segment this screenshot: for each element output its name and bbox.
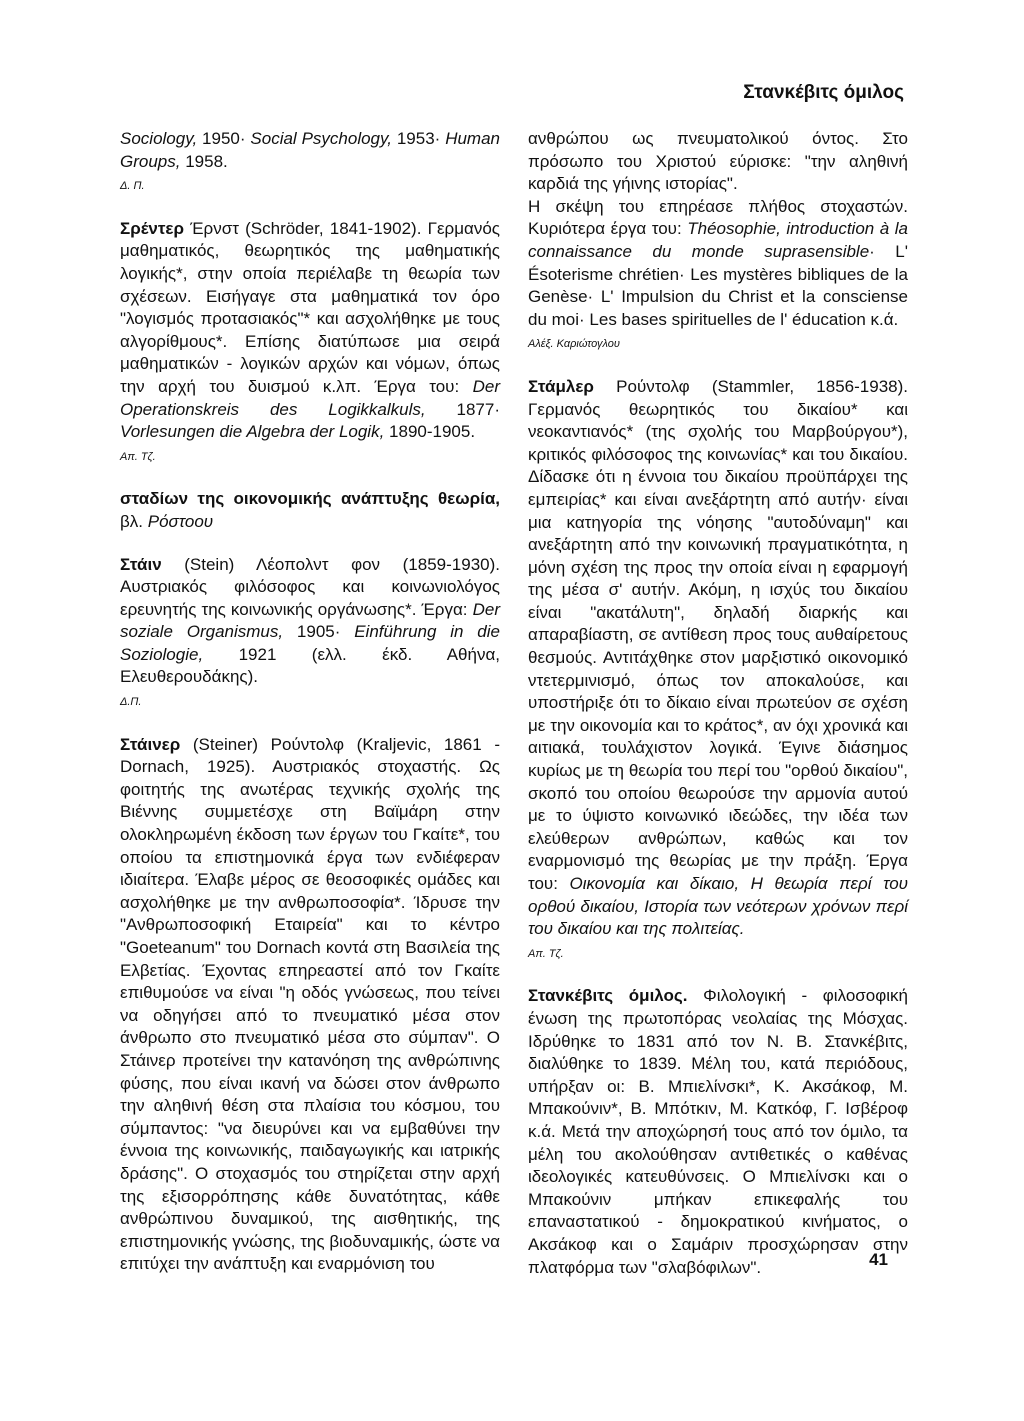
- body-text: Ρούντολφ (Stammler, 1856-1938). Γερμανός θεωρητικός του δικαίου* και νεοκαντιανός* (της σχολής του Μαρβούργου*), κριτικός φιλόσοφος της κοινωνίας* και του δικαίου. Δίδασκε ότι η έννοια του δικαίου προϋπάρχει της εμπειρίας* και είναι ανεξάρτητη από αυτήν· είναι μια κατηγορία της νόησης "αυτοδύναμη" και ανεξάρτητη από την κοινωνική πραγματικότητα, η μόνη σχέση της προς την οποία είναι η εφαρμογή της μέσα σ' αυτήν. Ακόμη, η ισχύς του δικαίου είναι "ακατάλυτη", δηλαδή διαρκής και απαραβίαστη, σε αντίθεση προς τους αυθαίρετους θεσμούς. Αντιτάχθηκε στον μαρξιστικό οικονομικό ντετερμινισμό, όπως τον αποκαλούσε, και υποστήριξε ότι το δίκαιο είναι πρωτεύον σε σχέση με την οικονομία και το κράτος*, αν όχι χρονικά και αιτιακά, τουλάχιστον λογικά. Έγινε διάσημος κυρίως με τη θεωρία του περί του "ορθού δικαίου", σκοπό του οποίου θεωρούσε την αρμονία αυτού με το ύψιστο κοινωνικό ιδεώδες, την ιδέα των ελεύθερων ανθρώπων, καθώς και τον εναρμονισμό της θεωρίας με την πράξη. Έργα του:: [528, 376, 908, 893]
- entry-headword: Στάινερ: [120, 734, 181, 754]
- body-text: 1905·: [283, 622, 355, 642]
- italic-text: Sociology,: [120, 129, 198, 148]
- entry-paragraph: [528, 376, 908, 965]
- body-text: βλ.: [120, 511, 148, 531]
- body-text: 1958.: [180, 151, 228, 171]
- body-text: Η σκέψη του επηρέασε πλήθος στοχαστών. Κυριότερα έργα του:: [528, 196, 908, 239]
- body-text: 1877·: [425, 399, 500, 419]
- entry-headword: Στάμλερ: [528, 376, 594, 396]
- body-text: 1890-1905.: [384, 422, 476, 442]
- body-text: 1953·: [391, 129, 446, 148]
- italic-text: Human Groups,: [120, 129, 500, 171]
- entry-paragraph: [120, 488, 500, 533]
- right-column: [528, 128, 908, 1299]
- body-text: · L' Ésoterisme chrétien· Les mystères bibliques de la Genèse· L' Impulsion du Christ et la consciense du moi· Les bases spirituelles de l' éducation κ.ά.: [528, 241, 908, 329]
- author-signature: Απ. Τζ.: [528, 947, 564, 960]
- body-text: (Steiner) Ρούντολφ (Kraljevic, 1861 - Dornach, 1925). Αυστριακός στοχαστής. Ως φοιτητής της ανωτέρας τεχνικής σχολής της Βιέννης συμμετέσχε στη Βαϊμάρη στην ολοκληρωμένη έκδοση των έργων του Γκαίτε*, του οποίου τα επιστημονικά έργα των ενδιέφεραν ιδιαίτερα. Έλαβε μέρος σε θεοσοφικές ομάδες και ασχολήθηκε με την ανθρωποσοφία*. Ίδρυσε την "Ανθρωποσοφική Εταιρεία" και το κέντρο "Goeteanum" του Dornach κοντά στη Βασιλεία της Ελβετίας. Έχοντας επηρεαστεί από τον Γκαίτε επιθυμούσε να είναι "η οδός γνώσεως, που τείνει να οδηγήσει από το πνευματικό μέσα στον άνθρωπο στο πνευματικό μέσα στο σύμπαν". Ο Στάινερ προτείνει την κατανόηση της ανθρώπινης φύσης, που είναι ικανή να δώσει στον άνθρωπο την αληθινή θέση στα πλαίσια του κόσμου, του σύμπαντος: "να διευρύνει και να εμβαθύνει την έννοια της κοινωνικής, παιδαγωγικής και ιατρικής δράσης". Ο στοχασμός του στηρίζεται στην αρχή της εξισορρόπησης κάθε δυνατότητας, κάθε ανθρώπινου δυναμικού, της αισθητικής, της επιστημονικής γνώσης, της βιοδυναμικής, ώστε να επιτύχει την ανάπτυξη και εναρμόνιση του: [120, 734, 500, 1274]
- entry-paragraph: [120, 554, 500, 714]
- entry-headword: σταδίων της οικονομικής ανάπτυξης θεωρία,: [120, 489, 500, 509]
- entry-paragraph: [528, 128, 908, 196]
- italic-text: Ρόστοου: [147, 511, 214, 531]
- body-text: (Stein) Λέοπολντ φον (1859-1930). Αυστριακός φιλόσοφος και κοινωνιολόγος ερευνητής της κοινωνικής οργάνωσης*. Έργα:: [120, 554, 500, 619]
- entry-paragraph: [120, 218, 500, 469]
- entry-headword: Στάιν: [120, 554, 162, 574]
- entry-paragraph: [528, 196, 908, 356]
- author-signature: Δ. Π.: [120, 180, 145, 193]
- entry-paragraph: [120, 734, 500, 1276]
- running-head: Στανκέβιτς όμιλος: [743, 82, 904, 103]
- italic-text: Einführung in die Soziologie,: [120, 622, 500, 664]
- body-text: 1950·: [197, 129, 251, 148]
- italic-text: Vorlesungen die Algebra der Logik,: [120, 422, 385, 442]
- entry-headword: Στανκέβιτς όμιλος.: [528, 986, 688, 1006]
- body-text: Φιλολογική - φιλοσοφική ένωση της πρωτοπόρας νεολαίας της Μόσχας. Ιδρύθηκε το 1831 από τον Ν. Β. Στανκέβιτς, διαλύθηκε το 1839. Μέλη του, κατά περιόδους, υπήρξαν οι: Β. Μπιελίνσκι*, Κ. Ακσάκοφ, Μ. Μπακούνιν*, Β. Μπότκιν, Μ. Κατκόφ, Γ. Ισβέροφ κ.ά. Μετά την αποχώρησή τους από τον όμιλο, τα μέλη του ακολούθησαν αντιθετικές ο καθένας ιδεολογικές κατευθύνσεις. Ο Μπιελίνσκι και ο Μπακούνιν μπήκαν επικεφαλής του επαναστατικού - δημοκρατικού κινήματος, ο Ακσάκοφ και ο Σαμάριν προσχώρησαν στην πλατφόρμα των "σλαβόφιλων".: [528, 986, 908, 1277]
- entry-paragraph: [120, 128, 500, 198]
- body-text: 1921 (ελλ. έκδ. Αθήνα, Ελευθερουδάκης).: [120, 644, 500, 687]
- italic-text: Der soziale Organismus,: [120, 599, 500, 642]
- left-column: [120, 128, 500, 1296]
- page-number: 41: [869, 1250, 888, 1269]
- body-text: Έρνστ (Schröder, 1841-1902). Γερμανός μαθηματικός, θεωρητικός της μαθηματικής λογικής*, στην οποία περιέλαβε τη θεωρία των σχέσεων. Εισήγαγε στα μαθηματικά τον όρο "λογισμός προτασιακός"* και ασχολήθηκε με τους αλγορίθμους*. Επίσης διατύπωσε μια σειρά μαθηματικών - λογικών αρχών και νόμων, όπως την αρχή του δυισμού κ.λπ. Έργα του:: [120, 218, 500, 396]
- author-signature: Αλέξ. Καριώτογλου: [528, 338, 620, 351]
- entry-headword: Σρέντερ: [120, 218, 185, 238]
- italic-text: Social Psychology,: [250, 129, 392, 148]
- italic-text: Οικονομία και δίκαιο, Η θεωρία περί του ορθού δικαίου, Ιστορία των νεότερων χρόνων περί του δικαίου και της πολιτείας.: [528, 874, 908, 939]
- author-signature: Δ.Π.: [120, 696, 142, 709]
- author-signature: Απ. Τζ.: [120, 450, 156, 463]
- body-text: ανθρώπου ως πνευματολικού όντος. Στο πρόσωπο του Χριστού εύρισκε: "την αληθινή καρδιά της γήινης ιστορίας".: [528, 129, 908, 194]
- entry-paragraph: [528, 985, 908, 1279]
- italic-text: Der Operationskreis des Logikkalkuls,: [120, 376, 500, 419]
- italic-text: Théosophie, introduction à la connaissance du monde suprasensible: [528, 219, 908, 261]
